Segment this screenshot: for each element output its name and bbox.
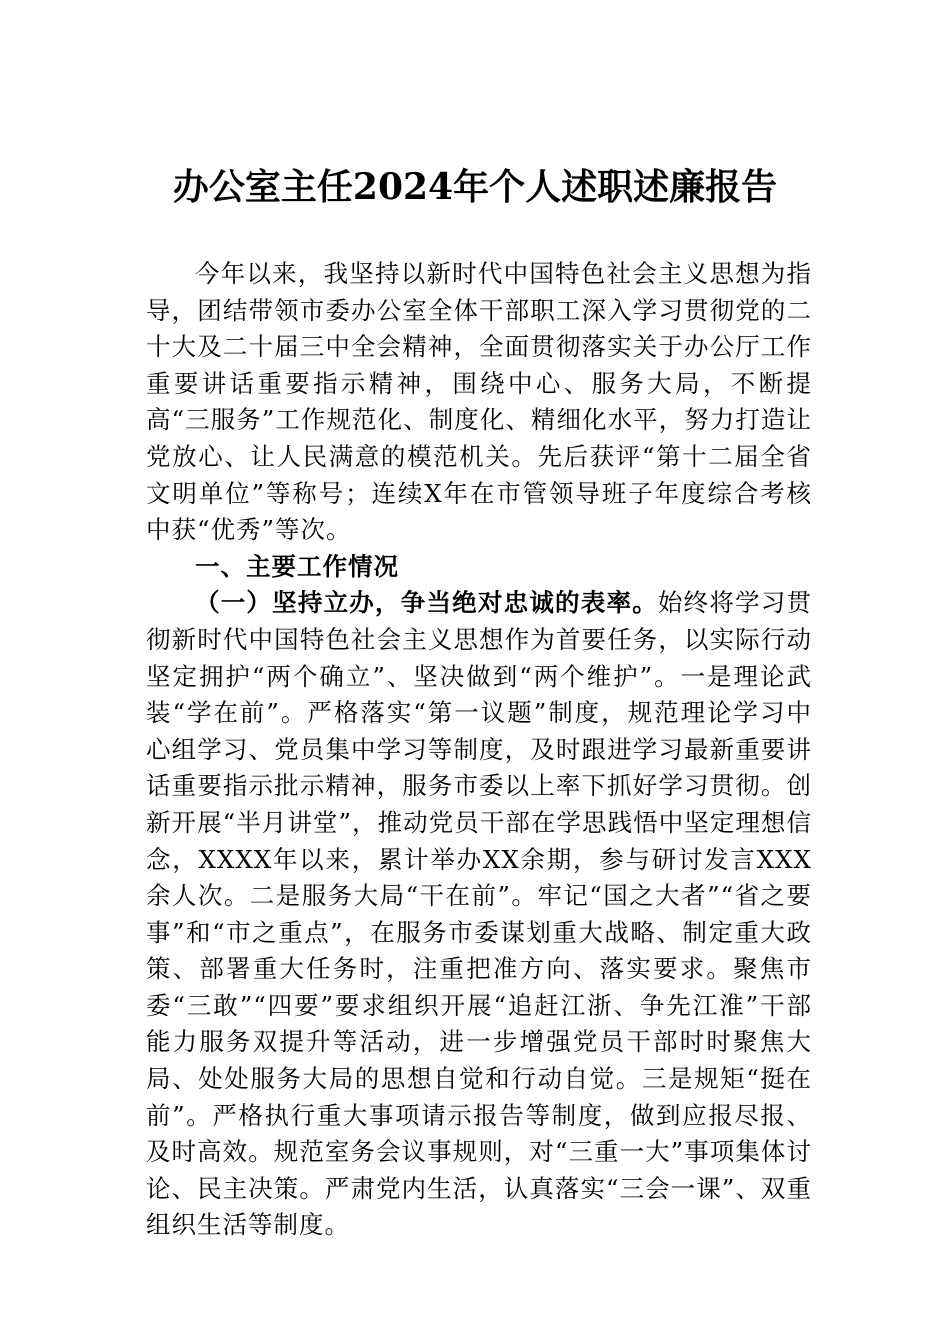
document-title: 办公室主任2024年个人述职述廉报告 [172, 166, 778, 208]
intro-paragraph: 今年以来，我坚持以新时代中国特色社会主义思想为指导，团结带领市委办公室全体干部职工深入学习贯彻党的二十大及二十届三中全会精神，全面贯彻落实关于办公厅工作重要讲话重要指示精神，围绕中心、服务大局，不断提高“三服务”工作规范化、制度化、精细化水平，努力打造让党放心、让人民满意的模范机关。先后获评“第十二届全省文明单位”等称号；连续X年在市管领导班子年度综合考核中获“优秀”等次。 [146, 259, 812, 545]
section-heading-1: 一、主要工作情况 [195, 551, 399, 581]
item-1-lead: （一）坚持立办，争当绝对忠诚的表率。 [195, 588, 658, 618]
document-body [146, 256, 812, 1244]
item-1-paragraph [146, 585, 812, 1244]
item-1-body: 始终将学习贯彻新时代中国特色社会主义思想作为首要任务，以实际行动坚定拥护“两个确立”、坚决做到“两个维护”。一是理论武装“学在前”。严格落实“第一议题”制度，规范理论学习中心组学习、党员集中学习等制度，及时跟进学习最新重要讲话重要指示批示精神，服务市委以上率下抓好学习贯彻。创新开展“半月讲堂”，推动党员干部在学思践悟中坚定理想信念，XXXX年以来，累计举办XX余期，参与研讨发言XXX余人次。二是服务大局“干在前”。牢记“国之大者”“省之要事”和“市之重点”，在服务市委谋划重大战略、制定重大政策、部署重大任务时，注重把准方向、落实要求。聚焦市委“三敢”“四要”要求组织开展“追赶江浙、争先江淮”干部能力服务双提升等活动，进一步增强党员干部时时聚焦大局、处处服务大局的思想自觉和行动自觉。三是规矩“挺在前”。严格执行重大事项请示报告等制度，做到应报尽报、及时高效。规范室务会议事规则，对“三重一大”事项集体讨论、民主决策。严肃党内生活，认真落实“三会一课”、双重组织生活等制度。 [146, 588, 813, 1240]
